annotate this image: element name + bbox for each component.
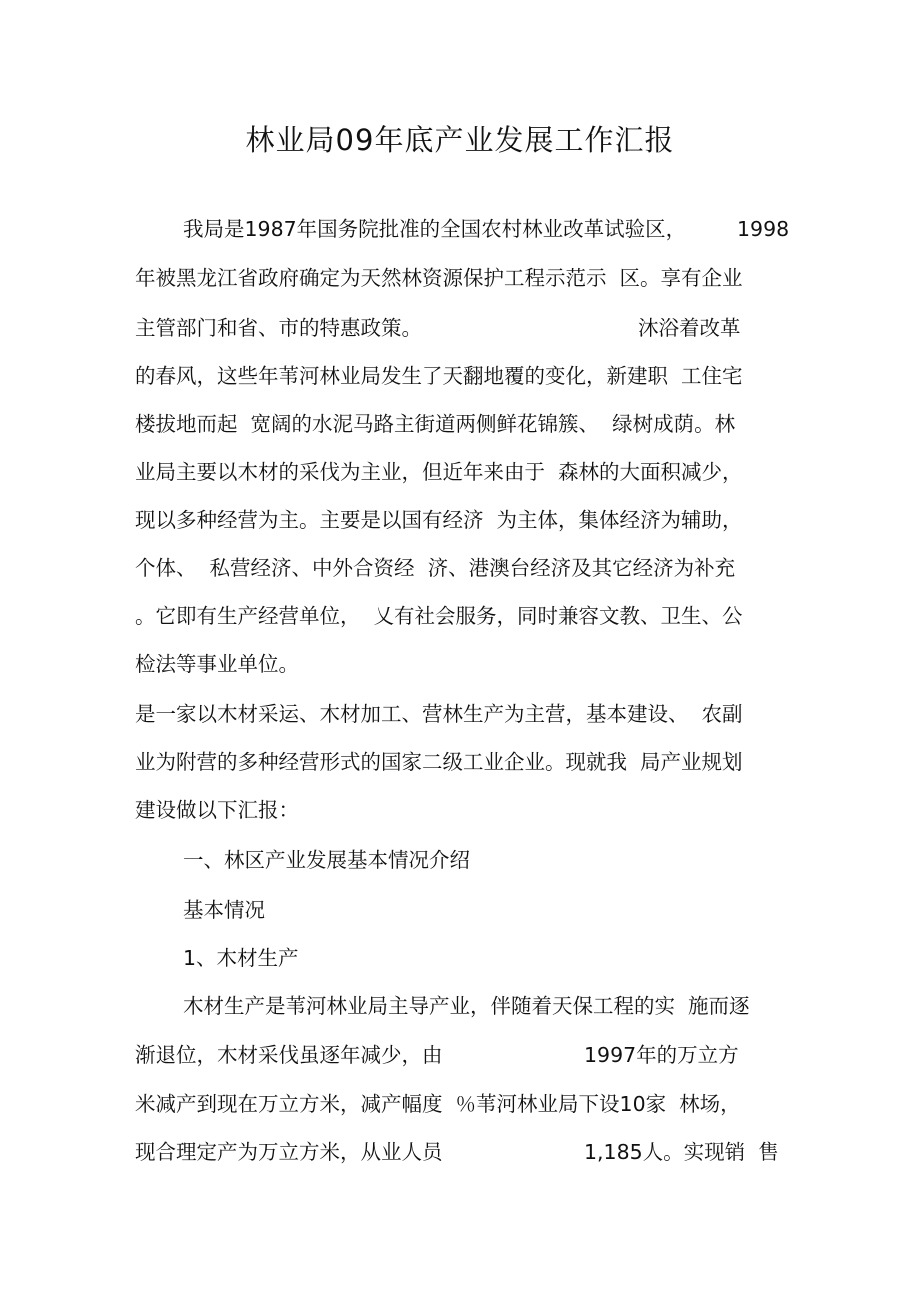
paragraph-line-11: 是一家以木材采运、木材加工、营林生产为主营，基本建设、 农副	[135, 702, 743, 726]
paragraph-line-1-year: 1998	[737, 217, 790, 241]
paragraph-line-3-tail: 沐浴着改革	[638, 316, 741, 340]
paragraph-line-18: 渐退位，木材采伐虽逐年减少，由	[135, 1043, 443, 1067]
paragraph-line-10: 检法等事业单位。	[135, 652, 299, 676]
paragraph-line-3: 主管部门和省、市的特惠政策。	[135, 316, 422, 340]
item-heading: 1、木材生产	[183, 946, 299, 970]
document-title: 林业局09年底产业发展工作汇报	[245, 123, 675, 157]
paragraph-line-19: 米减产到现在万立方米，减产幅度 ％苇河林业局下设10家 林场，	[135, 1092, 741, 1116]
paragraph-line-8: 个体、 私营经济、中外合资经 济、港澳台经济及其它经济为补充	[135, 556, 736, 580]
paragraph-line-20: 现合理定产为万立方米，从业人员	[135, 1140, 443, 1164]
paragraph-line-9: 。它即有生产经营单位， 乂有社会服务，同时兼容文教、卫生、公	[135, 604, 743, 628]
paragraph-line-7: 现以多种经营为主。主要是以国有经济 为主体，集体经济为辅助，	[135, 508, 743, 532]
paragraph-line-12: 业为附营的多种经营形式的国家二级工业企业。现就我 局产业规划	[135, 750, 743, 774]
paragraph-line-5: 楼拔地而起 宽阔的水泥马路主街道两侧鲜花锦簇、 绿树成荫。林	[135, 412, 736, 436]
paragraph-line-1: 我局是1987年国务院批准的全国农村林业改革试验区，	[183, 217, 687, 241]
paragraph-line-18-tail: 1997年的万立方	[584, 1043, 739, 1067]
paragraph-line-6: 业局主要以木材的采伐为主业，但近年来由于 森林的大面积减少，	[135, 460, 743, 484]
section-heading: 一、林区产业发展基本情况介绍	[183, 848, 470, 872]
subsection-heading: 基本情况	[183, 898, 265, 922]
paragraph-line-17: 木材生产是苇河林业局主导产业，伴随着天保工程的实 施而逐	[183, 994, 750, 1018]
paragraph-line-20-tail: 1,185人。实现销 售	[584, 1140, 779, 1164]
paragraph-line-4: 的春风，这些年苇河林业局发生了天翻地覆的变化，新建职 工住宅	[135, 364, 743, 388]
paragraph-line-13: 建设做以下汇报：	[135, 798, 299, 822]
paragraph-line-2: 年被黑龙江省政府确定为天然林资源保护工程示范示 区。享有企业	[135, 266, 743, 290]
